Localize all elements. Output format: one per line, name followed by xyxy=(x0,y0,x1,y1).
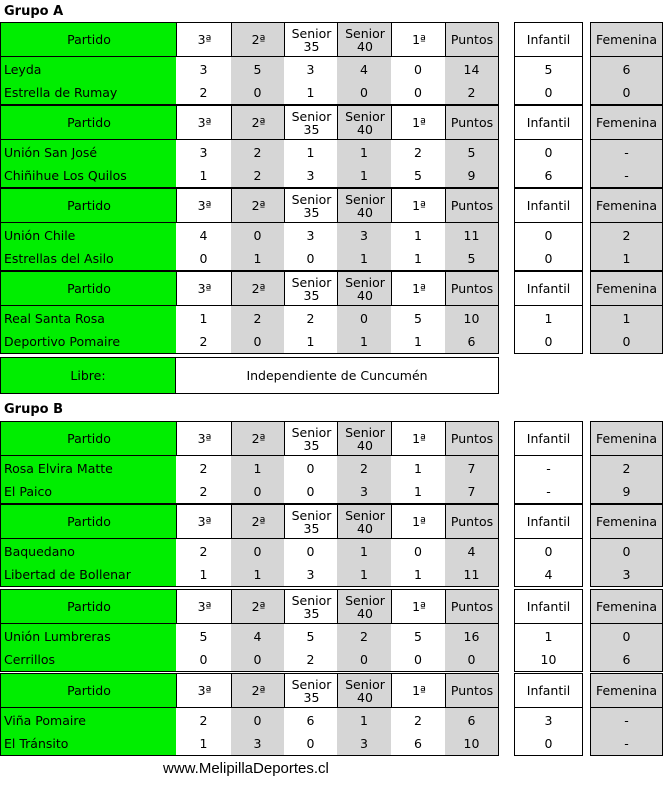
score-cell: 0 xyxy=(337,306,391,330)
score-cell: 0 xyxy=(337,81,391,105)
infantil-cell: 4 xyxy=(514,563,583,587)
header-col: 2ª xyxy=(231,22,285,57)
score-cell: 2 xyxy=(391,140,445,164)
team-name: Unión Chile xyxy=(0,223,176,247)
score-cell: 1 xyxy=(176,563,231,587)
score-cell: 5 xyxy=(445,140,499,164)
header-infantil: Infantil xyxy=(514,22,583,57)
femenina-cell: 2 xyxy=(590,456,663,480)
score-cell: 1 xyxy=(391,330,445,354)
score-cell: 2 xyxy=(284,648,337,672)
score-cell: 9 xyxy=(445,164,499,188)
team-name: Real Santa Rosa xyxy=(0,306,176,330)
score-cell: 6 xyxy=(445,708,499,732)
header-partido: Partido xyxy=(0,188,177,223)
header-femenina: Femenina xyxy=(590,105,663,140)
header-col: Puntos xyxy=(445,188,499,223)
score-cell: 2 xyxy=(445,81,499,105)
femenina-cell: 0 xyxy=(590,81,663,105)
infantil-cell: 0 xyxy=(514,223,583,247)
score-cell: 2 xyxy=(176,708,231,732)
infantil-cell: 0 xyxy=(514,539,583,563)
score-cell: 1 xyxy=(176,164,231,188)
score-cell: 2 xyxy=(391,708,445,732)
score-cell: 11 xyxy=(445,223,499,247)
header-col: Senior 40 xyxy=(337,188,392,223)
score-cell: 3 xyxy=(284,164,337,188)
score-cell: 1 xyxy=(284,140,337,164)
header-infantil: Infantil xyxy=(514,188,583,223)
header-col: Senior 40 xyxy=(337,673,392,708)
score-cell: 1 xyxy=(337,708,391,732)
header-col: 3ª xyxy=(176,105,232,140)
femenina-cell: 2 xyxy=(590,223,663,247)
header-femenina: Femenina xyxy=(590,188,663,223)
score-cell: 0 xyxy=(231,81,284,105)
header-col: 2ª xyxy=(231,105,285,140)
header-col: Puntos xyxy=(445,105,499,140)
header-col: 3ª xyxy=(176,22,232,57)
header-col: 1ª xyxy=(391,22,446,57)
header-col: Puntos xyxy=(445,589,499,624)
score-cell: 0 xyxy=(231,480,284,504)
header-col: 1ª xyxy=(391,673,446,708)
header-femenina: Femenina xyxy=(590,421,663,456)
header-col: Senior 35 xyxy=(284,673,338,708)
score-cell: 0 xyxy=(391,539,445,563)
femenina-cell: 1 xyxy=(590,247,663,271)
infantil-cell: - xyxy=(514,456,583,480)
score-cell: 4 xyxy=(176,223,231,247)
infantil-cell: 0 xyxy=(514,140,583,164)
header-col: 2ª xyxy=(231,673,285,708)
score-cell: 0 xyxy=(445,648,499,672)
team-name: Unión Lumbreras xyxy=(0,624,176,648)
infantil-cell: 1 xyxy=(514,624,583,648)
header-partido: Partido xyxy=(0,271,177,306)
score-cell: 4 xyxy=(231,624,284,648)
team-name: Estrellas del Asilo xyxy=(0,247,176,271)
footer-url[interactable]: www.MelipillaDeportes.cl xyxy=(163,760,329,777)
match-block xyxy=(0,673,663,758)
femenina-cell: - xyxy=(590,140,663,164)
score-cell: 1 xyxy=(231,247,284,271)
score-cell: 0 xyxy=(284,247,337,271)
score-cell: 0 xyxy=(391,648,445,672)
score-cell: 2 xyxy=(337,624,391,648)
infantil-cell: 1 xyxy=(514,306,583,330)
team-name: Libertad de Bollenar xyxy=(0,563,176,587)
score-cell: 5 xyxy=(445,247,499,271)
header-col: Puntos xyxy=(445,504,499,539)
femenina-cell: 9 xyxy=(590,480,663,504)
header-partido: Partido xyxy=(0,105,177,140)
header-col: Senior 35 xyxy=(284,271,338,306)
header-col: 2ª xyxy=(231,589,285,624)
score-cell: 5 xyxy=(284,624,337,648)
score-cell: 3 xyxy=(337,732,391,756)
score-cell: 6 xyxy=(284,708,337,732)
infantil-cell: 3 xyxy=(514,708,583,732)
score-cell: 4 xyxy=(445,539,499,563)
header-col: 3ª xyxy=(176,271,232,306)
header-col: 1ª xyxy=(391,504,446,539)
header-col: 2ª xyxy=(231,271,285,306)
header-col: 3ª xyxy=(176,421,232,456)
team-name: Leyda xyxy=(0,57,176,81)
header-infantil: Infantil xyxy=(514,105,583,140)
header-col: 1ª xyxy=(391,271,446,306)
libre-team: Independiente de Cuncumén xyxy=(246,368,428,383)
score-cell: 16 xyxy=(445,624,499,648)
femenina-cell: 0 xyxy=(590,330,663,354)
femenina-cell: 6 xyxy=(590,57,663,81)
score-cell: 3 xyxy=(176,140,231,164)
team-name: Chiñihue Los Quilos xyxy=(0,164,176,188)
header-col: Senior 35 xyxy=(284,589,338,624)
group-b-title: Grupo B xyxy=(4,402,64,417)
score-cell: 1 xyxy=(176,306,231,330)
score-cell: 1 xyxy=(391,247,445,271)
header-col: 3ª xyxy=(176,673,232,708)
team-name: Rosa Elvira Matte xyxy=(0,456,176,480)
libre-team-cell xyxy=(175,357,499,394)
score-cell: 0 xyxy=(391,81,445,105)
header-col: Senior 35 xyxy=(284,188,338,223)
header-col: Senior 40 xyxy=(337,22,392,57)
header-col: Senior 35 xyxy=(284,105,338,140)
score-cell: 0 xyxy=(284,539,337,563)
score-cell: 0 xyxy=(284,732,337,756)
header-femenina: Femenina xyxy=(590,271,663,306)
femenina-cell: - xyxy=(590,708,663,732)
score-cell: 3 xyxy=(231,732,284,756)
score-cell: 0 xyxy=(176,648,231,672)
score-cell: 0 xyxy=(231,223,284,247)
team-name: Estrella de Rumay xyxy=(0,81,176,105)
match-block xyxy=(0,271,663,356)
match-block xyxy=(0,504,663,589)
header-col: Puntos xyxy=(445,673,499,708)
score-cell: 2 xyxy=(176,456,231,480)
header-col: 1ª xyxy=(391,421,446,456)
header-partido: Partido xyxy=(0,673,177,708)
header-col: Puntos xyxy=(445,421,499,456)
femenina-cell: - xyxy=(590,164,663,188)
score-cell: 6 xyxy=(445,330,499,354)
header-col: Puntos xyxy=(445,22,499,57)
match-block xyxy=(0,188,663,273)
score-cell: 2 xyxy=(231,140,284,164)
header-infantil: Infantil xyxy=(514,673,583,708)
score-cell: 1 xyxy=(391,223,445,247)
score-cell: 1 xyxy=(231,456,284,480)
score-cell: 10 xyxy=(445,732,499,756)
header-femenina: Femenina xyxy=(590,673,663,708)
score-cell: 3 xyxy=(176,57,231,81)
header-col: Puntos xyxy=(445,271,499,306)
score-cell: 3 xyxy=(337,480,391,504)
score-cell: 0 xyxy=(231,708,284,732)
match-block xyxy=(0,105,663,190)
infantil-cell: 0 xyxy=(514,81,583,105)
score-cell: 2 xyxy=(231,164,284,188)
score-cell: 0 xyxy=(231,648,284,672)
infantil-cell: 0 xyxy=(514,330,583,354)
score-cell: 5 xyxy=(391,306,445,330)
score-cell: 7 xyxy=(445,480,499,504)
header-col: 1ª xyxy=(391,589,446,624)
header-col: Senior 40 xyxy=(337,421,392,456)
header-infantil: Infantil xyxy=(514,504,583,539)
header-col: Senior 40 xyxy=(337,271,392,306)
infantil-cell: 10 xyxy=(514,648,583,672)
team-name: Viña Pomaire xyxy=(0,708,176,732)
header-col: Senior 35 xyxy=(284,421,338,456)
infantil-cell: 6 xyxy=(514,164,583,188)
score-cell: 6 xyxy=(391,732,445,756)
score-cell: 1 xyxy=(337,247,391,271)
header-col: Senior 40 xyxy=(337,589,392,624)
match-block xyxy=(0,22,663,107)
header-col: 3ª xyxy=(176,589,232,624)
score-cell: 1 xyxy=(231,563,284,587)
header-col: 3ª xyxy=(176,188,232,223)
femenina-cell: - xyxy=(590,732,663,756)
infantil-cell: 5 xyxy=(514,57,583,81)
header-col: Senior 35 xyxy=(284,22,338,57)
header-col: 1ª xyxy=(391,105,446,140)
header-col: 2ª xyxy=(231,504,285,539)
score-cell: 3 xyxy=(284,57,337,81)
score-cell: 14 xyxy=(445,57,499,81)
header-col: 2ª xyxy=(231,421,285,456)
score-cell: 3 xyxy=(284,223,337,247)
femenina-cell: 3 xyxy=(590,563,663,587)
score-cell: 5 xyxy=(391,164,445,188)
header-col: Senior 35 xyxy=(284,504,338,539)
score-cell: 1 xyxy=(284,330,337,354)
score-cell: 2 xyxy=(337,456,391,480)
infantil-cell: - xyxy=(514,480,583,504)
score-cell: 1 xyxy=(337,164,391,188)
score-cell: 0 xyxy=(284,456,337,480)
header-infantil: Infantil xyxy=(514,421,583,456)
header-col: 2ª xyxy=(231,188,285,223)
header-infantil: Infantil xyxy=(514,271,583,306)
team-name: El Paico xyxy=(0,480,176,504)
header-col: 3ª xyxy=(176,504,232,539)
score-cell: 0 xyxy=(231,539,284,563)
score-cell: 5 xyxy=(391,624,445,648)
score-cell: 0 xyxy=(337,648,391,672)
score-cell: 2 xyxy=(176,480,231,504)
score-cell: 1 xyxy=(391,563,445,587)
score-cell: 3 xyxy=(284,563,337,587)
femenina-cell: 0 xyxy=(590,624,663,648)
header-infantil: Infantil xyxy=(514,589,583,624)
libre-label: Libre: xyxy=(70,368,106,383)
score-cell: 1 xyxy=(284,81,337,105)
femenina-cell: 0 xyxy=(590,539,663,563)
score-cell: 1 xyxy=(337,330,391,354)
score-cell: 1 xyxy=(391,480,445,504)
score-cell: 0 xyxy=(391,57,445,81)
header-partido: Partido xyxy=(0,504,177,539)
score-cell: 0 xyxy=(284,480,337,504)
header-partido: Partido xyxy=(0,22,177,57)
score-cell: 2 xyxy=(231,306,284,330)
score-cell: 7 xyxy=(445,456,499,480)
score-cell: 1 xyxy=(337,140,391,164)
score-cell: 0 xyxy=(176,247,231,271)
team-name: Baquedano xyxy=(0,539,176,563)
header-femenina: Femenina xyxy=(590,504,663,539)
infantil-cell: 0 xyxy=(514,732,583,756)
infantil-cell: 0 xyxy=(514,247,583,271)
score-cell: 4 xyxy=(337,57,391,81)
header-col: Senior 40 xyxy=(337,504,392,539)
score-cell: 0 xyxy=(231,330,284,354)
group-a-title: Grupo A xyxy=(4,4,64,19)
score-cell: 1 xyxy=(337,539,391,563)
header-femenina: Femenina xyxy=(590,22,663,57)
score-cell: 2 xyxy=(284,306,337,330)
header-col: 1ª xyxy=(391,188,446,223)
score-cell: 3 xyxy=(337,223,391,247)
score-cell: 2 xyxy=(176,330,231,354)
match-block xyxy=(0,589,663,674)
score-cell: 1 xyxy=(176,732,231,756)
score-cell: 5 xyxy=(231,57,284,81)
header-col: Senior 40 xyxy=(337,105,392,140)
score-cell: 1 xyxy=(391,456,445,480)
team-name: Unión San José xyxy=(0,140,176,164)
team-name: Deportivo Pomaire xyxy=(0,330,176,354)
team-name: Cerrillos xyxy=(0,648,176,672)
team-name: El Tránsito xyxy=(0,732,176,756)
score-cell: 5 xyxy=(176,624,231,648)
score-cell: 2 xyxy=(176,539,231,563)
score-cell: 10 xyxy=(445,306,499,330)
femenina-cell: 1 xyxy=(590,306,663,330)
score-cell: 11 xyxy=(445,563,499,587)
score-cell: 1 xyxy=(337,563,391,587)
header-partido: Partido xyxy=(0,589,177,624)
match-block xyxy=(0,421,663,506)
header-partido: Partido xyxy=(0,421,177,456)
femenina-cell: 6 xyxy=(590,648,663,672)
header-femenina: Femenina xyxy=(590,589,663,624)
score-cell: 2 xyxy=(176,81,231,105)
libre-label-cell xyxy=(0,357,176,394)
